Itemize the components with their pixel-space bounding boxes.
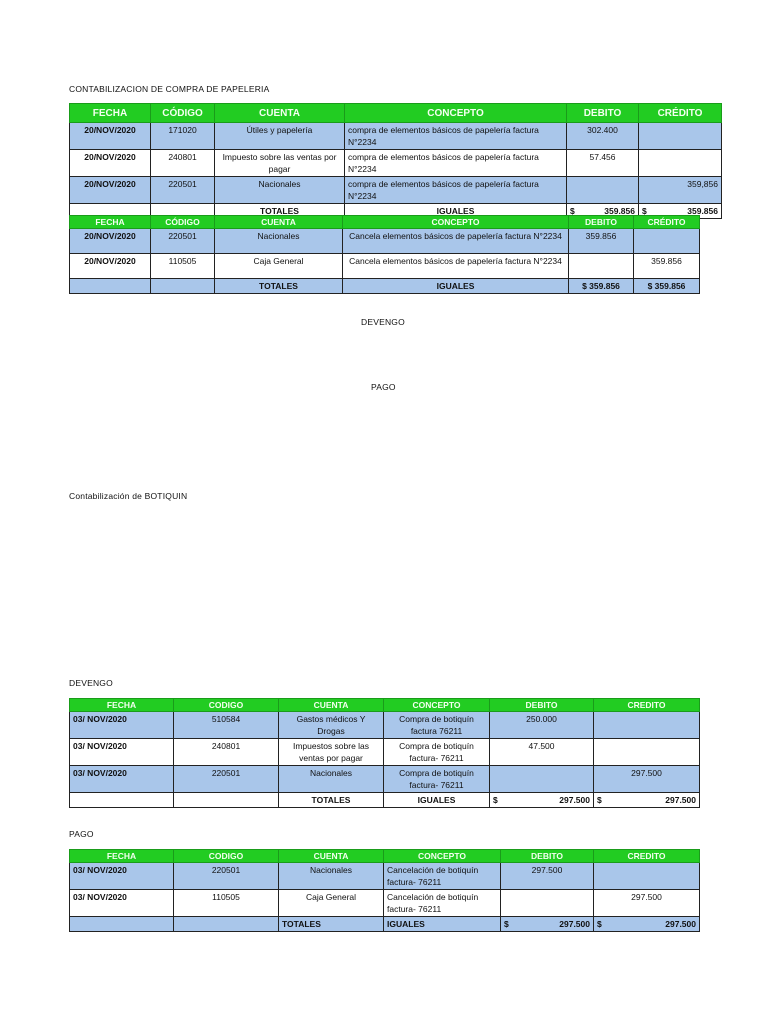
header-fecha: FECHA bbox=[70, 216, 151, 229]
cell-fecha: 20/NOV/2020 bbox=[70, 150, 151, 177]
cell-fecha: 20/NOV/2020 bbox=[70, 254, 151, 279]
cell-credito bbox=[639, 150, 722, 177]
cell-concepto: Compra de botiquín factura- 76211 bbox=[384, 739, 490, 766]
table-row bbox=[70, 766, 700, 793]
totals-row bbox=[70, 279, 700, 294]
header-concepto: CONCEPTO bbox=[345, 104, 567, 123]
cell-credito bbox=[639, 123, 722, 150]
table-row bbox=[70, 863, 700, 890]
cell-concepto: compra de elementos básicos de papelería factura N°2234 bbox=[345, 177, 567, 204]
table-row bbox=[70, 739, 700, 766]
cell-fecha: 20/NOV/2020 bbox=[70, 123, 151, 150]
title-papeleria: CONTABILIZACION DE COMPRA DE PAPELERIA bbox=[69, 84, 270, 94]
cell-debito bbox=[567, 177, 639, 204]
header-cuenta: CUENTA bbox=[279, 850, 384, 863]
header-cuenta: CUENTA bbox=[215, 104, 345, 123]
cell-debito bbox=[490, 766, 594, 793]
header-cuenta: CUENTA bbox=[279, 699, 384, 712]
table-compra-papeleria bbox=[69, 103, 722, 219]
cell-debito: 359.856 bbox=[569, 229, 634, 254]
totals-label: TOTALES bbox=[215, 279, 343, 294]
total-credito-value: 297.500 bbox=[665, 919, 696, 929]
label-devengo: DEVENGO bbox=[69, 678, 113, 688]
cell-fecha: 20/NOV/2020 bbox=[70, 177, 151, 204]
label-pago: PAGO bbox=[69, 829, 94, 839]
cell-debito: 57.456 bbox=[567, 150, 639, 177]
label-devengo-center: DEVENGO bbox=[361, 317, 405, 327]
totals-label: TOTALES bbox=[215, 204, 345, 219]
currency-sign: $ bbox=[597, 919, 602, 929]
cell-debito bbox=[569, 254, 634, 279]
cell-concepto: compra de elementos básicos de papelería factura N°2234 bbox=[345, 150, 567, 177]
header-credito: CRÉDITO bbox=[639, 104, 722, 123]
table-row bbox=[70, 254, 700, 279]
table-row bbox=[70, 229, 700, 254]
cell-cuenta: Nacionales bbox=[215, 177, 345, 204]
cell-codigo: 220501 bbox=[174, 863, 279, 890]
cell-debito bbox=[501, 890, 594, 917]
label-pago-center: PAGO bbox=[371, 382, 396, 392]
table-devengo-botiquin bbox=[69, 698, 700, 808]
totals-label: TOTALES bbox=[279, 917, 384, 932]
table-row bbox=[70, 150, 722, 177]
cell-cuenta: Impuestos sobre las ventas por pagar bbox=[279, 739, 384, 766]
iguales-label: IGUALES bbox=[345, 204, 567, 219]
currency-sign: $ bbox=[504, 919, 509, 929]
cell-fecha: 03/ NOV/2020 bbox=[70, 890, 174, 917]
header-concepto: CONCEPTO bbox=[384, 850, 501, 863]
cell-credito: 359.856 bbox=[634, 254, 700, 279]
header-codigo: CODIGO bbox=[174, 699, 279, 712]
total-credito: $ 359.856 bbox=[634, 279, 700, 294]
cell-credito bbox=[634, 229, 700, 254]
total-debito-value: 297.500 bbox=[559, 919, 590, 929]
totals-row bbox=[70, 793, 700, 808]
cell-cuenta: Caja General bbox=[279, 890, 384, 917]
header-fecha: FECHA bbox=[70, 104, 151, 123]
cell-concepto: Compra de botiquín factura- 76211 bbox=[384, 766, 490, 793]
total-credito bbox=[594, 793, 700, 808]
cell-credito: 297.500 bbox=[594, 890, 700, 917]
cell-credito: 297.500 bbox=[594, 766, 700, 793]
iguales-label: IGUALES bbox=[384, 793, 490, 808]
header-debito: DEBITO bbox=[490, 699, 594, 712]
total-debito: $ 359.856 bbox=[569, 279, 634, 294]
cell-cuenta: Impuesto sobre las ventas por pagar bbox=[215, 150, 345, 177]
header-concepto: CONCEPTO bbox=[384, 699, 490, 712]
cell-codigo: 171020 bbox=[151, 123, 215, 150]
cell-fecha: 03/ NOV/2020 bbox=[70, 766, 174, 793]
cell-concepto: Cancela elementos básicos de papelería factura N°2234 bbox=[343, 254, 569, 279]
cell-cuenta: Nacionales bbox=[215, 229, 343, 254]
cell-credito bbox=[594, 739, 700, 766]
table-header bbox=[70, 850, 700, 863]
currency-sign: $ bbox=[597, 795, 602, 805]
total-debito bbox=[501, 917, 594, 932]
header-fecha: FECHA bbox=[70, 850, 174, 863]
cell-debito: 297.500 bbox=[501, 863, 594, 890]
table-row bbox=[70, 177, 722, 204]
total-debito-value: 297.500 bbox=[559, 795, 590, 805]
cell-concepto: Compra de botiquín factura 76211 bbox=[384, 712, 490, 739]
cell-codigo: 220501 bbox=[174, 766, 279, 793]
total-debito bbox=[490, 793, 594, 808]
cell-debito: 302.400 bbox=[567, 123, 639, 150]
title-botiquin: Contabilización de BOTIQUIN bbox=[69, 491, 188, 501]
header-codigo: CÓDIGO bbox=[151, 216, 215, 229]
totals-label: TOTALES bbox=[279, 793, 384, 808]
total-debito-value: 359.856 bbox=[604, 206, 635, 216]
header-codigo: CODIGO bbox=[174, 850, 279, 863]
cell-cuenta: Caja General bbox=[215, 254, 343, 279]
cell-concepto: compra de elementos básicos de papelería factura N°2234 bbox=[345, 123, 567, 150]
cell-credito bbox=[594, 712, 700, 739]
iguales-label: IGUALES bbox=[384, 917, 501, 932]
header-credito: CREDITO bbox=[594, 850, 700, 863]
table-header bbox=[70, 216, 700, 229]
header-concepto: CONCEPTO bbox=[343, 216, 569, 229]
table-header bbox=[70, 699, 700, 712]
cell-codigo: 510584 bbox=[174, 712, 279, 739]
cell-codigo: 110505 bbox=[151, 254, 215, 279]
table-row bbox=[70, 712, 700, 739]
cell-fecha: 20/NOV/2020 bbox=[70, 229, 151, 254]
total-credito bbox=[594, 917, 700, 932]
cell-codigo: 110505 bbox=[174, 890, 279, 917]
cell-concepto: Cancelación de botiquín factura- 76211 bbox=[384, 890, 501, 917]
cell-cuenta: Nacionales bbox=[279, 863, 384, 890]
table-row bbox=[70, 123, 722, 150]
currency-sign: $ bbox=[570, 206, 575, 216]
table-row bbox=[70, 890, 700, 917]
totals-row bbox=[70, 917, 700, 932]
header-fecha: FECHA bbox=[70, 699, 174, 712]
header-debito: DEBITO bbox=[567, 104, 639, 123]
cell-cuenta: Útiles y papelería bbox=[215, 123, 345, 150]
cell-debito: 47.500 bbox=[490, 739, 594, 766]
cell-fecha: 03/ NOV/2020 bbox=[70, 739, 174, 766]
cell-codigo: 240801 bbox=[174, 739, 279, 766]
currency-sign: $ bbox=[642, 206, 647, 216]
header-credito: CRÉDITO bbox=[634, 216, 700, 229]
header-debito: DEBITO bbox=[569, 216, 634, 229]
cell-cuenta: Gastos médicos Y Drogas bbox=[279, 712, 384, 739]
cell-debito: 250.000 bbox=[490, 712, 594, 739]
header-credito: CREDITO bbox=[594, 699, 700, 712]
cell-concepto: Cancelación de botiquín factura- 76211 bbox=[384, 863, 501, 890]
cell-credito: 359,856 bbox=[639, 177, 722, 204]
cell-codigo: 220501 bbox=[151, 177, 215, 204]
table-header bbox=[70, 104, 722, 123]
header-cuenta: CUENTA bbox=[215, 216, 343, 229]
cell-concepto: Cancela elementos básicos de papelería factura N°2234 bbox=[343, 229, 569, 254]
cell-codigo: 220501 bbox=[151, 229, 215, 254]
cell-cuenta: Nacionales bbox=[279, 766, 384, 793]
cell-fecha: 03/ NOV/2020 bbox=[70, 712, 174, 739]
table-pago-papeleria bbox=[69, 215, 700, 294]
table-pago-botiquin bbox=[69, 849, 700, 932]
cell-codigo: 240801 bbox=[151, 150, 215, 177]
cell-fecha: 03/ NOV/2020 bbox=[70, 863, 174, 890]
header-codigo: CÓDIGO bbox=[151, 104, 215, 123]
cell-credito bbox=[594, 863, 700, 890]
iguales-label: IGUALES bbox=[343, 279, 569, 294]
total-credito-value: 297.500 bbox=[665, 795, 696, 805]
header-debito: DEBITO bbox=[501, 850, 594, 863]
total-credito-value: 359.856 bbox=[687, 206, 718, 216]
currency-sign: $ bbox=[493, 795, 498, 805]
